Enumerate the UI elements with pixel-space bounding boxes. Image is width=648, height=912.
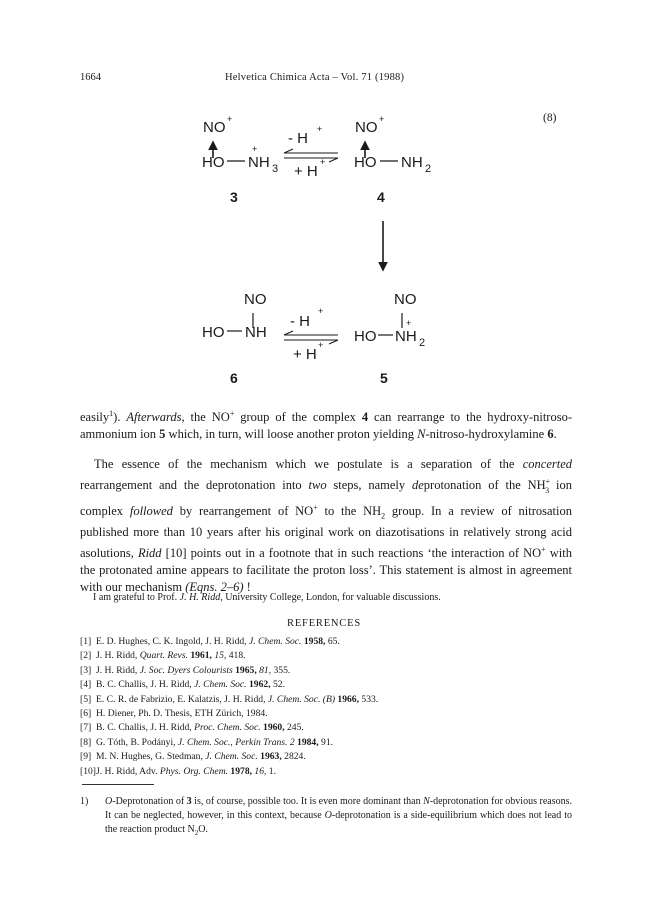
reference-vol: 16,	[252, 765, 267, 777]
page-number: 1664	[80, 72, 101, 83]
references-heading: REFERENCES	[287, 618, 361, 629]
reference-journal: J. Chem. Soc., Perkin Trans. 2	[177, 736, 295, 748]
reference-num: [1]	[80, 636, 92, 647]
reference-year: 1965,	[232, 664, 257, 676]
reference-authors: E. C. R. de Fabrizio, E. Kalatzis, J. H. Ridd,	[96, 693, 268, 705]
minus-proton-label: - H	[290, 313, 310, 330]
compound-4-structure	[354, 114, 431, 205]
compound-4-number: 4	[377, 189, 385, 205]
reference-item	[80, 750, 378, 764]
reference-vol: 81,	[256, 664, 272, 676]
reference-pages: 418.	[226, 650, 246, 662]
reference-journal: J. Chem. Soc.	[205, 751, 258, 763]
reference-journal: J. Chem. Soc.	[194, 679, 247, 691]
reference-pages: 533.	[359, 693, 379, 705]
reference-journal: J. Soc. Dyers Colourists	[139, 664, 233, 676]
running-title: Helvetica Chimica Acta – Vol. 71 (1988)	[225, 72, 405, 83]
subscript-label: 2	[425, 163, 432, 175]
reference-year: 1960,	[260, 722, 285, 734]
reference-journal: J. Chem. Soc. (B)	[267, 693, 336, 705]
reference-num: [2]	[80, 650, 92, 662]
reference-pages: 2824.	[281, 751, 306, 763]
reference-year: 1978,	[228, 765, 253, 777]
paragraph-1: easily$^1$). Afterwards, the NO+ group of the complex 4 can rearrange to the hydroxy-nitroso-ammonium ion 5 which, in turn, will loose another proton yielding N-nitroso-hydroxylamine 6.	[80, 409, 573, 442]
equilibrium-arrows-top	[284, 124, 338, 180]
charge-label: +	[318, 306, 324, 316]
compound-5-number: 5	[380, 370, 388, 386]
hydroxy-label: HO	[354, 328, 377, 345]
reference-item	[80, 707, 378, 721]
nitrosonium-label: NO	[355, 119, 378, 136]
paragraph-2: The essence of the mechanism which we postulate is a separation of the concerted rearrangement and the deprotonation into two steps, namely deprotonation of the $NH^+_3$ ion complex followed by rearrangement of NO+ to the $NH_2$ group. In a review of nitrosation published more than 10 years after his original work on diazotisations in relatively strong acid asolutions, Ridd [10] points out in a footnote that in such reactions ‘the interaction of NO+ with the protonated amine appears to facilitate the proton loss’. This statement is almost in agreement with our mechanism (Eqns. 2–6) !	[80, 457, 572, 595]
reference-year: 1961,	[187, 650, 212, 662]
subscript-label: 2	[419, 337, 426, 349]
reference-authors: J. H. Ridd,	[96, 650, 140, 662]
reference-item	[80, 649, 378, 663]
reference-num: [6]	[80, 708, 92, 720]
equilibrium-arrows-bottom	[284, 306, 338, 363]
compound-6-structure	[202, 291, 267, 386]
reference-pages: 52.	[270, 679, 285, 691]
compound-5-structure	[354, 291, 425, 386]
reference-authors: B. C. Challis, J. H. Ridd,	[96, 679, 195, 691]
reference-item	[80, 635, 378, 649]
compound-3-structure	[202, 114, 278, 205]
reference-year: 1966,	[335, 693, 359, 705]
ammonium-label: NH	[248, 154, 270, 171]
compound-3-number: 3	[230, 189, 238, 205]
reference-item	[80, 693, 378, 707]
amine-label: NH	[245, 324, 267, 341]
reference-num: [8]	[80, 736, 92, 748]
charge-label: +	[317, 124, 323, 134]
reference-authors: J. H. Ridd,	[96, 664, 140, 676]
reference-pages: 91.	[318, 736, 334, 748]
reference-item	[80, 721, 378, 735]
nitroso-label: NO	[244, 291, 267, 308]
reference-year: 1984,	[294, 736, 319, 748]
hydroxy-label: HO	[202, 324, 225, 341]
reference-num: [4]	[80, 679, 92, 691]
charge-label: +	[379, 114, 385, 124]
reference-num: [3]	[80, 664, 92, 676]
hydroxy-label: HO	[354, 154, 377, 171]
reference-authors: M. N. Hughes, G. Stedman,	[96, 751, 206, 763]
acknowledgement: I am grateful to Prof. J. H. Ridd, University College, London, for valuable discussions.	[93, 592, 441, 603]
footnote: 1) O-Deprotonation of 3 is, of course, possible too. It is even more dominant than N-deprotonation for obvious reasons. It can be neglected, however, in this context, because O-deprotonation is a side-equilibrium which does not lead to the reaction product $N_2O$.	[80, 796, 572, 837]
reference-pages: 65.	[325, 636, 340, 647]
reference-pages: 1.	[266, 765, 276, 777]
reference-journal: Proc. Chem. Soc.	[194, 722, 261, 734]
reference-vol: 15,	[211, 650, 227, 662]
reference-year: 1963,	[257, 751, 282, 763]
nitrosonium-label: NO	[203, 119, 226, 136]
footnote-ref: 1	[109, 409, 114, 418]
reference-year: 1962,	[246, 679, 271, 691]
reference-authors: G. Tóth, B. Podányi,	[96, 736, 178, 748]
charge-label: +	[227, 114, 233, 124]
charge-label: +	[252, 144, 258, 154]
plus-proton-label: + H	[293, 346, 317, 363]
reference-num: [7]	[80, 722, 92, 734]
reference-num: [9]	[80, 751, 92, 763]
reference-num: [10]	[80, 765, 96, 777]
reference-item	[80, 736, 378, 750]
charge-label: +	[320, 157, 326, 167]
nitroso-label: NO	[394, 291, 417, 308]
footnote-marker: 1)	[80, 796, 89, 807]
charge-label: +	[318, 340, 324, 350]
reference-journal: J. Chem. Soc.	[248, 636, 302, 647]
reference-pages: 355.	[271, 664, 291, 676]
subscript-label: 3	[272, 163, 279, 175]
footnote-rule	[82, 784, 154, 785]
charge-label: +	[406, 318, 412, 328]
reference-journal: Quart. Revs.	[139, 650, 188, 662]
reference-authors: E. D. Hughes, C. K. Ingold, J. H. Ridd,	[96, 636, 249, 647]
reference-item	[80, 664, 378, 678]
reference-authors: B. C. Challis, J. H. Ridd,	[96, 722, 195, 734]
equation-number: (8)	[543, 112, 557, 124]
reference-pages: 245.	[284, 722, 304, 734]
compound-6-number: 6	[230, 370, 238, 386]
reference-authors: J. H. Ridd, Adv.	[96, 765, 160, 777]
reference-num: [5]	[80, 693, 92, 705]
reference-item	[80, 678, 378, 692]
reference-journal: Phys. Org. Chem.	[159, 765, 229, 777]
references-list	[80, 635, 378, 779]
amine-label: NH	[395, 328, 417, 345]
amine-label: NH	[401, 154, 423, 171]
plus-proton-label: + H	[294, 163, 318, 180]
reference-authors: H. Diener, Ph. D. Thesis, ETH Zürich, 1984.	[96, 708, 268, 720]
reference-year: 1958,	[301, 636, 326, 647]
minus-proton-label: - H	[288, 130, 308, 147]
hydroxy-label: HO	[202, 154, 225, 171]
reference-item	[80, 765, 378, 779]
